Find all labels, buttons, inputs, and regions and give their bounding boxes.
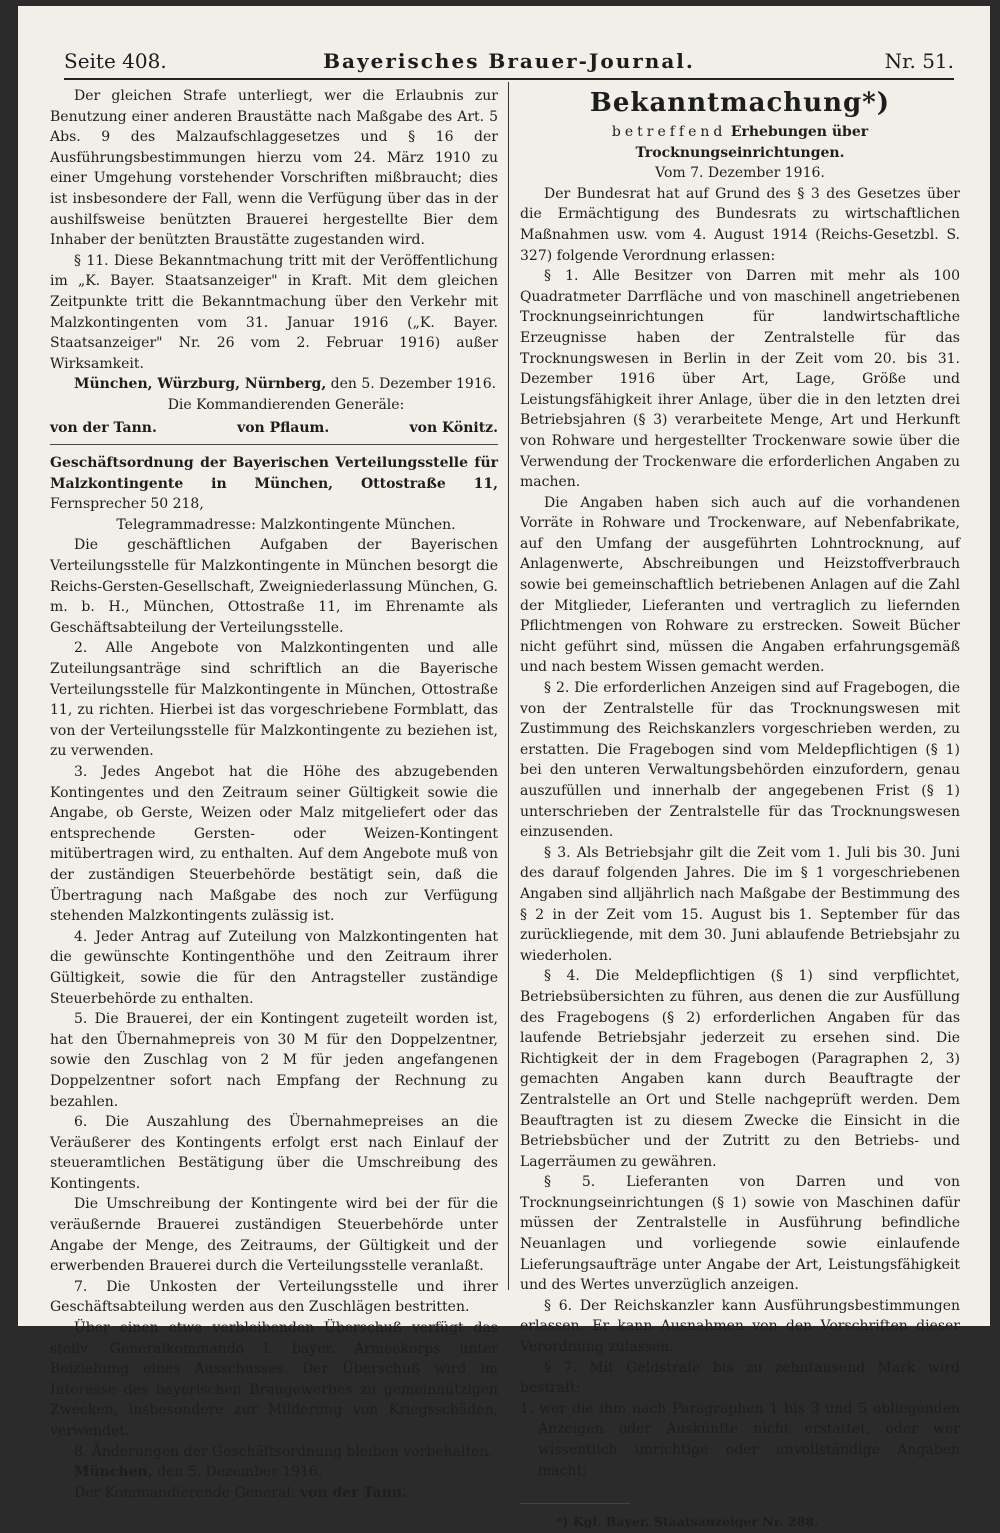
dateline-places: München, Würzburg, Nürnberg, [74, 376, 327, 393]
paragraph: § 7. Mit Geldstrafe bis zu zehntausend Mark wird bestraft: [520, 1359, 960, 1397]
announcement-date: Vom 7. Dezember 1916. [655, 165, 825, 182]
paragraph: § 6. Der Reichskanzler kann Ausführungsbestimmungen erlassen. Er kann Ausnahmen von den Vorschriften dieser Verordnung zulassen. [520, 1297, 960, 1356]
newspaper-page [18, 6, 990, 1530]
general-name: von der Tann. [299, 1484, 407, 1501]
section-heading-phone: Fernsprecher 50 218, [50, 496, 204, 513]
paragraph: Über einen etwa verbleibenden Überschuß verfügt das stellv. Generalkommando I. bayer. Armeekorps unter Beiziehung eines Ausschusses. Der Überschuß wird im Interesse des bayerischen Braugewerbes zu gemeinnützigen Zwecken, insbesondere zur Milderung von Kriegsschäden, verwendet. [50, 1320, 498, 1439]
announcement-subject [520, 122, 960, 163]
subject-text: Erhebungen über Trocknungseinrichtungen. [635, 124, 869, 161]
signature: von Könitz. [409, 419, 498, 436]
section-divider [50, 444, 498, 445]
paragraph: § 2. Die erforderlichen Anzeigen sind auf Fragebogen, die von der Zentralstelle für das Trocknungswesen mit Zustimmung des Reichskanzlers vorgeschrieben werden, zu erstatten. Die Fragebogen sind vom Meldepflichtigen (§ 1) bei den unteren Verwaltungsbehörden einzufordern, genau auszufüllen und innerhalb der angegebenen Frist (§ 1) unterschrieben der Zentralstelle für das Trocknungswesen einzusenden. [520, 680, 960, 841]
header-rule [64, 78, 954, 80]
page-number: Seite 408. [64, 49, 167, 73]
paragraph: Der Bundesrat hat auf Grund des § 3 des Gesetzes über die Ermächtigung des Bundesrats zu wirtschaftlichen Maßnahmen usw. vom 4. August 1914 (Reichs-Gesetzbl. S. 327) folgende Verordnung erlassen: [520, 185, 960, 264]
dateline-date: den 5. Dezember 1916. [326, 376, 497, 393]
paragraph: § 11. Diese Bekanntmachung tritt mit der Veröffentlichung im „K. Bayer. Staatsanzeiger" in Kraft. Mit dem gleichen Zeitpunkte tritt die Bekanntmachung über den Verkehr mit Malzkontingenten vom 31. Januar 1916 („K. Bayer. Staatsanzeiger" Nr. 26 vom 2. Februar 1916) außer Wirksamkeit. [50, 252, 498, 372]
signature: von der Tann. [50, 419, 157, 436]
closing-dateline [50, 1462, 498, 1483]
paragraph: 7. Die Unkosten der Verteilungsstelle und ihrer Geschäftsabteilung werden aus den Zuschlägen bestritten. [50, 1278, 498, 1316]
numbered-item: 1. wer die ihm nach Paragraphen 1 bis 3 und 5 obliegenden Anzeigen oder Auskünfte nicht erstattet, oder wer wissentlich unrichtige oder unvollständige Angaben macht; [520, 1400, 960, 1479]
paragraph: § 1. Alle Besitzer von Darren mit mehr als 100 Quadratmeter Darrfläche und von maschinell angetriebenen Trocknungseinrichtungen für landwirtschaftliche Erzeugnisse haben der Zentralstelle für das Trocknungswesen in Berlin in der Zeit vom 20. bis 31. Dezember 1916 über Art, Lage, Größe und Leistungsfähigkeit ihrer Anlage, über die in den letzten drei Betriebsjahren (§ 3) verarbeitete Menge, Art und Herkunft von Rohware und hergestellter Trockenware sowie über die Verwendung der Trockenware die erforderlichen Angaben zu machen. [520, 268, 960, 491]
general-label: Der Kommandierende General: [74, 1484, 300, 1501]
paragraph: Die geschäftlichen Aufgaben der Bayerischen Verteilungsstelle für Malzkontingente in München besorgt die Reichs-Gersten-Gesellschaft, Zweigniederlassung München, G. m. b. H., München, Ottostraße 11, im Ehrenamte als Geschäftsabteilung der Verteilungsstelle. [50, 537, 498, 636]
column-divider [508, 82, 509, 1290]
right-column [520, 86, 960, 1533]
paragraph: Die Angaben haben sich auch auf die vorhandenen Vorräte in Rohware und Trockenware, auf Nebenfabrikate, auf den Umfang der ausgeführten Lohntrocknung, auf Anlagenwerte, Abschreibungen und Heizstoffverbrauch sowie bei gemeinschaftlich betriebenen Anlagen auf die Zahl der Mitglieder, Lieferanten und vertraglich zu liefernden Pflichtmengen von Rohware zu erstrecken. Soweit Bücher nicht geführt sind, müssen die Angaben erfahrungsgemäß und nach bestem Wissen gemacht werden. [520, 494, 960, 676]
paragraph: 5. Die Brauerei, der ein Kontingent zugeteilt worden ist, hat den Übernahmepreis von 30 M für den Doppelzentner, sowie den Zuschlag von 2 M für jeden angefangenen Doppelzentner sofort nach Empfang der Rechnung zu bezahlen. [50, 1011, 498, 1110]
paragraph: 2. Alle Angebote von Malzkontingenten und alle Zuteilungsanträge sind schriftlich an die Bayerische Verteilungsstelle für Malzkontingente in München, Ottostraße 11, zu richten. Hierbei ist das vorgeschriebene Formblatt, das von der Verteilungsstelle für Malzkontingente zu beziehen ist, zu verwenden. [50, 640, 498, 760]
journal-title: Bayerisches Brauer-Journal. [323, 49, 695, 73]
paragraph: § 4. Die Meldepflichtigen (§ 1) sind verpflichtet, Betriebsübersichten zu führen, aus denen die zur Ausfüllung des Fragebogens (§ 2) erforderlichen Angaben für das laufende Betriebsjahr jederzeit zu ersehen sind. Die Richtigkeit der in dem Fragebogen (Paragraphen 2, 3) gemachten Angaben kann durch Beauftragte der Zentralstelle an Ort und Stelle nachgeprüft werden. Dem Beauftragten ist zu diesem Zwecke die Einsicht in die Betriebsbücher und der Zutritt zu den Betriebs- und Lagerräumen zu gewähren. [520, 968, 960, 1170]
paragraph: Der gleichen Strafe unterliegt, wer die Erlaubnis zur Benutzung einer anderen Braustätte nach Maßgabe des Art. 5 Abs. 9 des Malzaufschlaggesetzes und § 16 der Ausführungsbestimmungen hierzu vom 24. März 1910 zu einer Umgehung vorstehender Vorschriften mißbraucht; dies ist insbesondere der Fall, wenn die Verfügung über das in der aushilfsweise benützten Brauerei hergestellte Bier dem Inhaber der benützten Braustätte zugestanden wird. [50, 88, 498, 249]
footnote: *) Kgl. Bayer. Staatsanzeiger Nr. 288. [556, 1514, 819, 1530]
issue-number: Nr. 51. [884, 49, 954, 73]
announcement-title: Bekanntmachung*) [589, 88, 891, 118]
left-column [50, 86, 498, 1503]
paragraph: 8. Änderungen der Geschäftsordnung bleiben vorbehalten. [74, 1443, 493, 1460]
generals-line: Die Kommandierenden Generäle: [167, 396, 405, 413]
closing-signature [50, 1483, 498, 1504]
closing-place: München, [74, 1464, 153, 1481]
paragraph: Die Umschreibung der Kontingente wird bei der für die veräußernde Brauerei zuständigen Steuerbehörde unter Angabe der Menge, des Zeitraums, der Gültigkeit und der erwerbenden Brauerei durch die Verteilungsstelle veranlaßt. [50, 1196, 498, 1275]
closing-date: den 5. Dezember 1916. [152, 1464, 323, 1481]
section-heading [50, 453, 498, 515]
dateline [50, 374, 498, 395]
paragraph: 6. Die Auszahlung des Übernahmepreises an die Veräußerer des Kontingents erfolgt erst nach Einlauf der steueramtlichen Bestätigung über die Umschreibung des Kontingents. [50, 1114, 498, 1192]
betreffend-label: betreffend [611, 124, 727, 140]
page-header [64, 44, 954, 78]
paragraph: § 3. Als Betriebsjahr gilt die Zeit vom 1. Juli bis 30. Juni des darauf folgenden Jahres. Die im § 1 vorgeschriebenen Angaben sind alljährlich nach Maßgabe der Bestimmung des § 2 in der Zeit vom 15. August bis 1. September für das zurückliegende, mit dem 30. Juni ablaufende Betriebsjahr zu wiederholen. [520, 844, 960, 964]
section-heading-bold: Geschäftsordnung der Bayerischen Verteilungsstelle für Malzkontingente in München, Ottostraße 11, [50, 455, 498, 492]
signatures [50, 418, 498, 439]
paragraph: 4. Jeder Antrag auf Zuteilung von Malzkontingenten hat die gewünschte Kontingenthöhe und den Zeitraum ihrer Gültigkeit, sowie die für den Antragsteller zuständige Steuerbehörde zu enthalten. [50, 928, 498, 1007]
signature: von Pflaum. [237, 419, 330, 436]
footnote-rule [520, 1503, 630, 1504]
telegram-address: Telegrammadresse: Malzkontingente München. [116, 516, 456, 533]
paragraph: 3. Jedes Angebot hat die Höhe des abzugebenden Kontingentes und den Zeitraum seiner Gültigkeit sowie die Angabe, ob Gerste, Weizen oder Malz mitgeliefert oder das entsprechende Gersten- oder Weizen-Kontingent mitübertragen wird, zu enthalten. Auf dem Angebote muß von der zuständigen Steuerbehörde bestätigt sein, daß die Übertragung nach Maßgabe des noch zur Verfügung stehenden Malzkontingents zulässig ist. [50, 764, 498, 925]
paragraph: § 5. Lieferanten von Darren und von Trocknungseinrichtungen (§ 1) sowie von Maschinen dafür müssen der Zentralstelle in Ausführung befindliche Neuanlagen und vorliegende sowie einlaufende Lieferungsaufträge unter Angabe der Art, Leistungsfähigkeit und des Wertes unverzüglich anzeigen. [520, 1174, 960, 1294]
